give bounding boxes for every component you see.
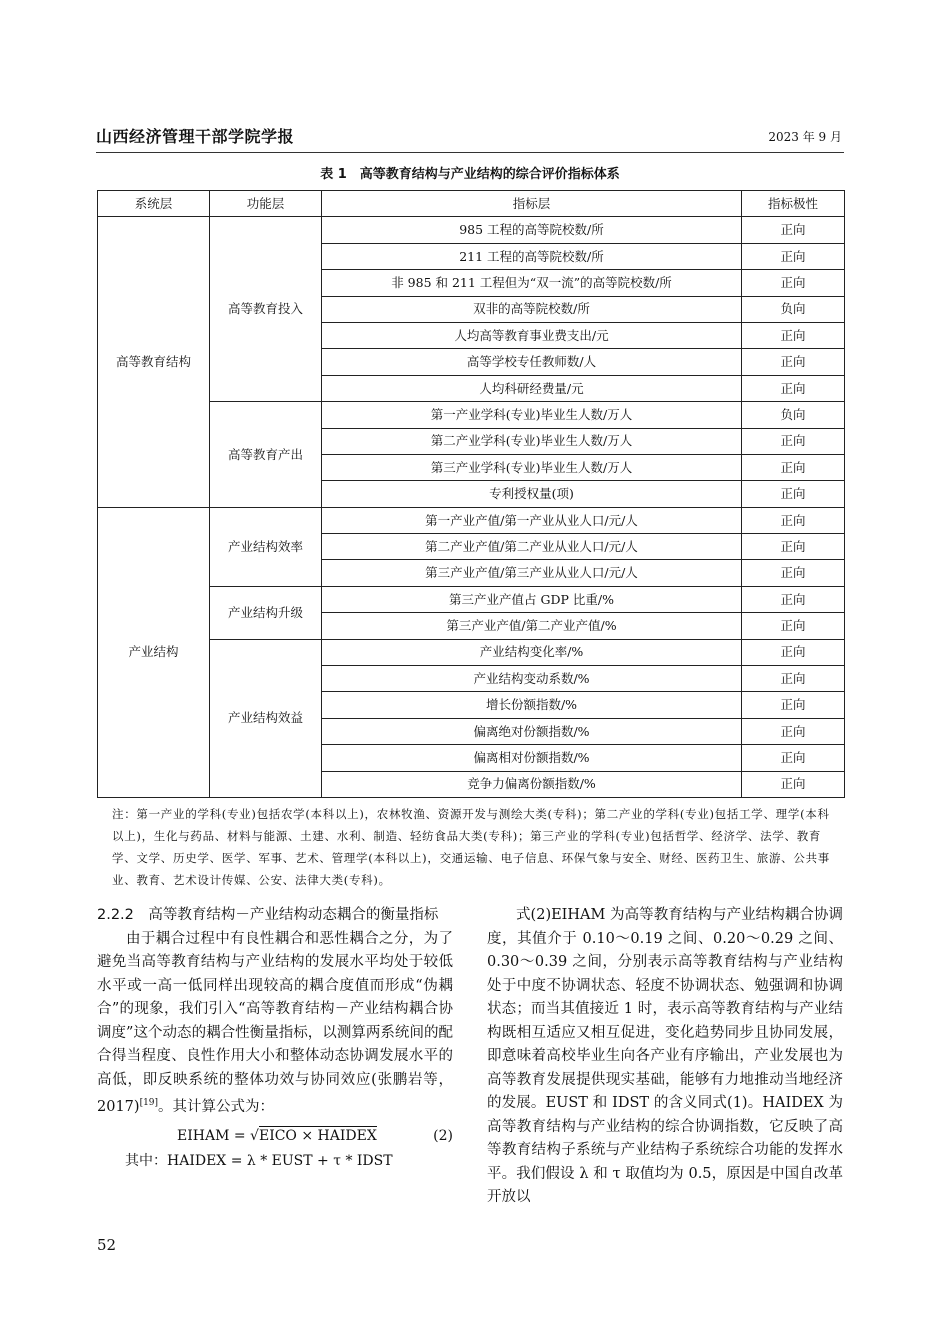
polarity-cell: 正向 xyxy=(742,270,845,296)
formula-where-line: 其中：HAIDEX = λ * EUST + τ * IDST xyxy=(125,1153,393,1170)
body-paragraph-left xyxy=(97,928,453,1120)
polarity-cell: 正向 xyxy=(742,534,845,560)
formula-eiham xyxy=(97,1123,453,1150)
indicator-cell: 产业结构变化率/% xyxy=(322,639,742,665)
sqrt-sign: √ xyxy=(250,1128,259,1145)
polarity-cell: 正向 xyxy=(742,718,845,744)
formula-expression xyxy=(177,1125,377,1149)
polarity-cell: 正向 xyxy=(742,349,845,375)
polarity-cell: 正向 xyxy=(742,243,845,269)
polarity-cell: 正向 xyxy=(742,666,845,692)
table-row xyxy=(98,507,845,533)
indicator-cell: 第二产业产值/第二产业从业人口/元/人 xyxy=(322,534,742,560)
polarity-cell: 正向 xyxy=(742,745,845,771)
running-header xyxy=(96,120,844,153)
indicator-cell: 第二产业学科(专业)毕业生人数/万人 xyxy=(322,428,742,454)
table-title: 表 1 高等教育结构与产业结构的综合评价指标体系 xyxy=(320,167,620,182)
table-row xyxy=(98,586,845,612)
table-row xyxy=(98,639,845,665)
indicator-table xyxy=(97,190,845,798)
polarity-cell: 正向 xyxy=(742,322,845,348)
polarity-cell: 正向 xyxy=(742,454,845,480)
polarity-cell: 负向 xyxy=(742,402,845,428)
polarity-cell: 正向 xyxy=(742,375,845,401)
polarity-cell: 正向 xyxy=(742,481,845,507)
polarity-cell: 正向 xyxy=(742,217,845,243)
indicator-cell: 第一产业产值/第一产业从业人口/元/人 xyxy=(322,507,742,533)
left-paragraph-end: 。其计算公式为： xyxy=(158,1098,275,1115)
issue-date: 2023 年 9 月 xyxy=(768,130,842,144)
indicator-cell: 第三产业产值/第二产业产值/% xyxy=(322,613,742,639)
indicator-cell: 人均科研经费量/元 xyxy=(322,375,742,401)
indicator-cell: 偏离相对份额指数/% xyxy=(322,745,742,771)
polarity-cell: 正向 xyxy=(742,560,845,586)
table-row xyxy=(98,402,845,428)
indicator-cell: 211 工程的高等院校数/所 xyxy=(322,243,742,269)
column-header-polarity: 指标极性 xyxy=(742,191,845,217)
indicator-cell: 第三产业学科(专业)毕业生人数/万人 xyxy=(322,454,742,480)
indicator-cell: 双非的高等院校数/所 xyxy=(322,296,742,322)
indicator-cell: 第三产业产值/第三产业从业人口/元/人 xyxy=(322,560,742,586)
formula-lhs: EIHAM = xyxy=(177,1128,251,1145)
citation-mark: [19] xyxy=(139,1098,159,1108)
page-number: 52 xyxy=(97,1236,117,1254)
indicator-cell: 985 工程的高等院校数/所 xyxy=(322,217,742,243)
polarity-cell: 正向 xyxy=(742,639,845,665)
section-heading: 2.2.2 高等教育结构－产业结构动态耦合的衡量指标 xyxy=(97,907,439,923)
left-column xyxy=(97,904,453,1174)
polarity-cell: 正向 xyxy=(742,692,845,718)
function-layer-cell: 产业结构升级 xyxy=(210,586,322,639)
left-paragraph-text: 由于耦合过程中有良性耦合和恶性耦合之分，为了避免当高等教育结构与产业结构的发展水平均处于较低水平或一高一低同样出现较高的耦合度值而形成“伪耦合”的现象，我们引入“高等教育结构－产业结构耦合协调度”这个动态的耦合性衡量指标，以测算两系统间的配合得当程度、良性作用大小和整体动态协调发展水平的高低，即反映系统的整体功效与协同效应(张鹏岩等，2017) xyxy=(97,930,453,1115)
indicator-cell: 第三产业产值占 GDP 比重/% xyxy=(322,586,742,612)
table-header-row xyxy=(98,191,845,217)
function-layer-cell: 产业结构效益 xyxy=(210,639,322,797)
equation-number: (2) xyxy=(433,1128,453,1145)
indicator-cell: 非 985 和 211 工程但为“双一流”的高等院校数/所 xyxy=(322,270,742,296)
column-header-indicator: 指标层 xyxy=(322,191,742,217)
system-layer-cell: 产业结构 xyxy=(98,507,210,797)
table-note: 注：第一产业的学科(专业)包括农学(本科以上)，农林牧渔、资源开发与测绘大类(专科)；第二产业的学科(专业)包括工学、理学(本科以上)，生化与药品、材料与能源、土建、水利、制造、轻纺食品大类(专科)；第三产业的学科(专业)包括哲学、经济学、法学、教育学、文学、历史学、医学、军事、艺术、管理学(本科以上)，交通运输、电子信息、环保气象与安全、财经、医药卫生、旅游、公共事业、教育、艺术设计传媒、公安、法律大类(专科)。 xyxy=(112,807,830,887)
indicator-cell: 高等学校专任教师数/人 xyxy=(322,349,742,375)
system-layer-cell: 高等教育结构 xyxy=(98,217,210,507)
indicator-cell: 偏离绝对份额指数/% xyxy=(322,718,742,744)
body-paragraph-right: 式(2)EIHAM 为高等教育结构与产业结构耦合协调度，其值介于 0.10～0.19 之间、0.20～0.29 之间、0.30～0.39 之间，分别表示高等教育结构与产业结构处于中度不协调状态、轻度不协调状态、勉强调和协调状态；而当其值接近 1 时，表示高等教育结构与产业结构既相互适应又相互促进，变化趋势同步且协同发展，即意味着高校毕业生向各产业有序输出，产业发展也为高等教育发展提供现实基础，能够有力地推动当地经济的发展。EUST 和 IDST 的含义同式(1)。HAIDEX 为高等教育结构与产业结构的综合协调指数，它反映了高等教育结构子系统与产业结构子系统综合功能的发挥水平。我们假设 λ 和 τ 取值均为 0.5，原因是中国自改革开放以 xyxy=(487,907,843,1205)
function-layer-cell: 产业结构效率 xyxy=(210,507,322,586)
indicator-cell: 增长份额指数/% xyxy=(322,692,742,718)
table-row xyxy=(98,217,845,243)
indicator-cell: 竞争力偏离份额指数/% xyxy=(322,771,742,797)
column-header-function: 功能层 xyxy=(210,191,322,217)
column-header-system: 系统层 xyxy=(98,191,210,217)
function-layer-cell: 高等教育投入 xyxy=(210,217,322,402)
polarity-cell: 负向 xyxy=(742,296,845,322)
indicator-cell: 产业结构变动系数/% xyxy=(322,666,742,692)
polarity-cell: 正向 xyxy=(742,507,845,533)
right-column xyxy=(487,904,843,1210)
indicator-cell: 专利授权量(项) xyxy=(322,481,742,507)
indicator-cell: 人均高等教育事业费支出/元 xyxy=(322,322,742,348)
polarity-cell: 正向 xyxy=(742,428,845,454)
polarity-cell: 正向 xyxy=(742,586,845,612)
indicator-cell: 第一产业学科(专业)毕业生人数/万人 xyxy=(322,402,742,428)
function-layer-cell: 高等教育产出 xyxy=(210,402,322,508)
journal-name: 山西经济管理干部学院学报 xyxy=(96,127,295,146)
polarity-cell: 正向 xyxy=(742,771,845,797)
polarity-cell: 正向 xyxy=(742,613,845,639)
formula-radicand: EICO × HAIDEX xyxy=(258,1128,377,1145)
indicator-table-body xyxy=(98,217,845,798)
